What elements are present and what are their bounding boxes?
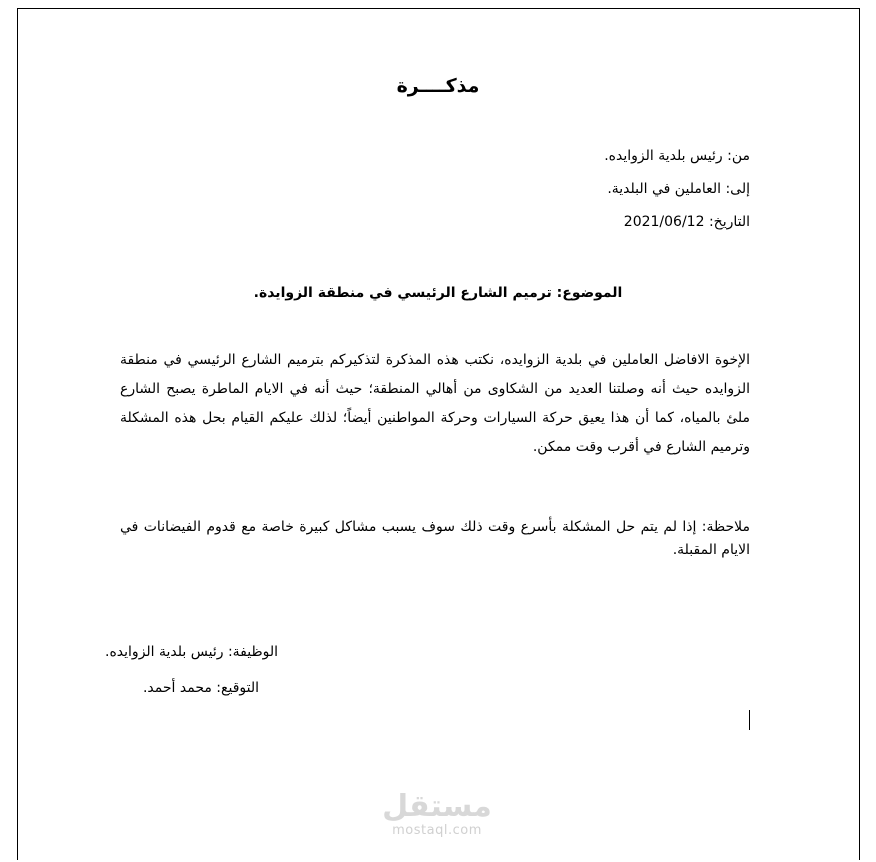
body-paragraph: الإخوة الافاضل العاملين في بلدية الزوايده، نكتب هذه المذكرة لتذكيركم بترميم الشارع الرئيسي في منطقة الزوايده حيث أنه وصلتنا العديد من الشكاوى من أهالي المنطقة؛ حيث أنه في الايام الماطرة يصبح الشارع ملئ بالمياه، كما أن هذا يعيق حركة السيارات وحركة المواطنين أيضاً؛ لذلك عليكم القيام بحل هذه المشكلة وترميم الشارع في أقرب وقت ممكن. xyxy=(120,352,750,455)
from-line: من: رئيس بلدية الزوايده. xyxy=(604,148,750,164)
job-line: الوظيفة: رئيس بلدية الزوايده. xyxy=(105,644,278,660)
date-line xyxy=(624,212,750,232)
text-cursor xyxy=(749,710,750,730)
date-label: التاريخ: xyxy=(708,214,750,230)
date-value: 2021/06/12 xyxy=(623,214,705,230)
watermark-latin: mostaql.com xyxy=(392,823,482,838)
memo-title: مذكــــرة xyxy=(396,75,480,97)
watermark-arabic: مستقل xyxy=(382,789,492,824)
note-paragraph: ملاحظة: إذا لم يتم حل المشكلة بأسرع وقت ذلك سوف يسبب مشاكل كبيرة خاصة مع قدوم الفيضانات في الايام المقبلة. xyxy=(120,519,750,558)
to-line: إلى: العاملين في البلدية. xyxy=(607,181,750,197)
subject-line: الموضوع: ترميم الشارع الرئيسي في منطقة الزوايدة. xyxy=(253,285,623,301)
watermark-logo xyxy=(382,790,492,838)
signature-line: التوقيع: محمد أحمد. xyxy=(142,680,259,696)
